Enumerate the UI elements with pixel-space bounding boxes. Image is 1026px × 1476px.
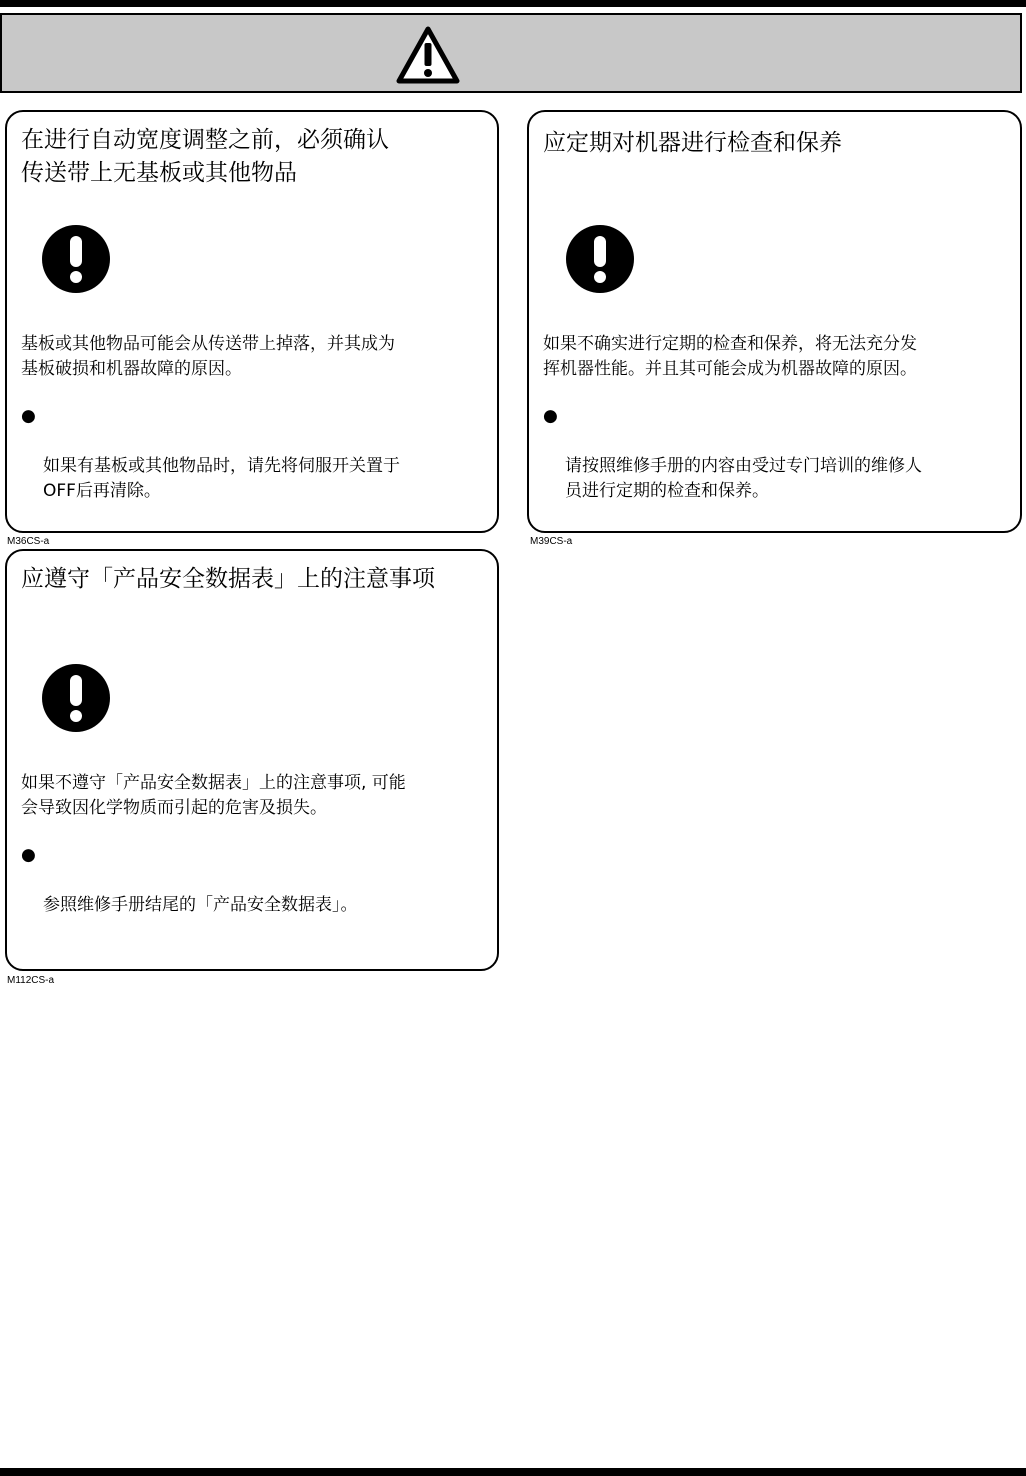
bottom-rule: [0, 1468, 1026, 1476]
card-instruction: [21, 404, 489, 504]
card-title: 应定期对机器进行检查和保养: [543, 130, 842, 156]
mandatory-action-icon: [41, 663, 111, 733]
card-description: 基板或其他物品可能会从传送带上掉落，并其成为 基板破损和机器故障的原因。: [21, 334, 395, 379]
card-title: 应遵守「产品安全数据表」上的注意事项: [21, 566, 435, 592]
label-code: M39CS-a: [530, 536, 573, 547]
bullet-mark: ●: [21, 845, 36, 865]
bullet-mark: ●: [21, 406, 36, 426]
card-instruction: [543, 404, 1012, 504]
instruction-text: 如果有基板或其他物品时，请先将伺服开关置于 OFF后再清除。: [43, 456, 400, 501]
card-title: 在进行自动宽度调整之前，必须确认 传送带上无基板或其他物品: [21, 127, 389, 186]
mandatory-action-icon: [41, 224, 111, 294]
caution-card-safety-data-sheet: [5, 549, 499, 971]
caution-card-maintenance: [527, 110, 1022, 533]
top-rule: [0, 0, 1026, 7]
caution-card-auto-width: [5, 110, 499, 533]
card-instruction: [21, 843, 489, 918]
caution-header-bar: [0, 13, 1022, 93]
label-code: M112CS-a: [7, 975, 55, 986]
bullet-mark: ●: [543, 406, 558, 426]
instruction-text: 请按照维修手册的内容由受过专门培训的维修人 员进行定期的检查和保养。: [565, 456, 922, 501]
card-description: 如果不遵守「产品安全数据表」上的注意事项, 可能 会导致因化学物质而引起的危害及损失。: [21, 773, 406, 818]
instruction-text: 参照维修手册结尾的「产品安全数据表」。: [43, 895, 358, 915]
mandatory-action-icon: [565, 224, 635, 294]
label-code: M36CS-a: [7, 536, 50, 547]
warning-triangle-icon: [396, 26, 460, 84]
card-description: 如果不确实进行定期的检查和保养，将无法充分发 挥机器性能。并且其可能会成为机器故障的原因。: [543, 334, 917, 379]
